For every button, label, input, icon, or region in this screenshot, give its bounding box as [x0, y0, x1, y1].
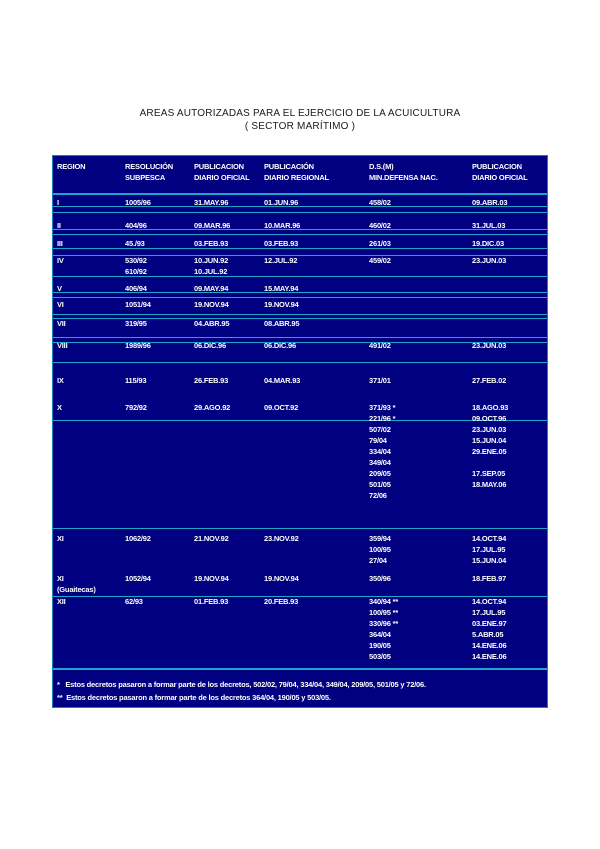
table-cell: 19.NOV.94	[264, 574, 299, 583]
table-cell: 12.JUL.92	[264, 256, 298, 265]
region-cell: I	[57, 198, 59, 207]
table-cell: 350/96	[369, 574, 391, 583]
table-cell: 459/02	[369, 256, 391, 265]
table-cell: 23.NOV.92	[264, 534, 299, 543]
table-cell: 491/02	[369, 341, 391, 350]
table-cell: 14.OCT.94 17.JUL.95 15.JUN.04	[472, 534, 507, 565]
table-cell: 319/95	[125, 319, 147, 328]
table-cell: 06.DIC.96	[194, 341, 226, 350]
table-cell: 406/94	[125, 284, 147, 293]
table-cell: 04.ABR.95	[194, 319, 230, 328]
table-rule	[53, 314, 547, 315]
region-cell: IV	[57, 256, 64, 265]
table-cell: 404/96	[125, 221, 147, 230]
table-cell: 09.MAR.96	[194, 221, 231, 230]
region-cell: VIII	[57, 341, 68, 350]
column-header: PUBLICACIÓN DIARIO REGIONAL	[264, 162, 329, 182]
region-cell: VI	[57, 300, 64, 309]
table-cell: 10.JUN.92 10.JUL.92	[194, 256, 229, 276]
table-cell: 62/93	[125, 597, 143, 606]
table-cell: 1062/92	[125, 534, 151, 543]
table-cell: 03.FEB.93	[264, 239, 299, 248]
table-cell: 03.FEB.93	[194, 239, 229, 248]
column-header: RESOLUCIÓN SUBPESCA	[125, 162, 174, 182]
table-cell: 10.MAR.96	[264, 221, 301, 230]
table-cell: 359/94 100/95 27/04	[369, 534, 391, 565]
region-cell: VII	[57, 319, 66, 328]
table-cell: 08.ABR.95	[264, 319, 300, 328]
areas-table	[52, 155, 548, 708]
column-header: D.S.(M) MIN.DEFENSA NAC.	[369, 162, 438, 182]
table-cell: 1989/96	[125, 341, 151, 350]
table-cell: 09.MAY.94	[194, 284, 229, 293]
table-cell: 26.FEB.93	[194, 376, 229, 385]
table-cell: 261/03	[369, 239, 391, 248]
table-cell: 19.DIC.03	[472, 239, 504, 248]
page-title: AREAS AUTORIZADAS PARA EL EJERCICIO DE LA ACUICULTURA	[139, 108, 461, 119]
table-cell: 23.JUN.03	[472, 341, 507, 350]
table-cell: 115/93	[125, 376, 147, 385]
table-cell: 1052/94	[125, 574, 151, 583]
table-cell: 371/01	[369, 376, 391, 385]
table-cell: 340/94 ** 100/95 ** 330/96 ** 364/04 190/05 503/05	[369, 597, 399, 661]
table-cell: 1051/94	[125, 300, 151, 309]
table-rule	[53, 212, 547, 213]
table-cell: 792/92	[125, 403, 147, 412]
footnote: * Estos decretos pasaron a formar parte de los decretos, 502/02, 79/04, 334/04, 349/04, 209/05, 501/05 y 72/06.	[57, 680, 426, 689]
region-cell: XI	[57, 534, 64, 543]
table-cell: 23.JUN.03	[472, 256, 507, 265]
table-rule	[53, 297, 547, 298]
region-cell: IX	[57, 376, 64, 385]
table-cell: 09.ABR.03	[472, 198, 508, 207]
region-cell: V	[57, 284, 62, 293]
region-cell: XI (Guaitecas)	[57, 574, 96, 594]
table-cell: 530/92 610/92	[125, 256, 147, 276]
table-rule	[53, 337, 547, 338]
table-rule	[53, 234, 547, 235]
region-cell: X	[57, 403, 62, 412]
table-cell: 18.FEB.97	[472, 574, 507, 583]
table-rule	[53, 362, 547, 363]
table-cell: 09.OCT.92	[264, 403, 299, 412]
region-cell: XII	[57, 597, 66, 606]
table-cell: 1005/96	[125, 198, 151, 207]
table-cell: 19.NOV.94	[194, 574, 229, 583]
table-cell: 27.FEB.02	[472, 376, 507, 385]
table-cell: 20.FEB.93	[264, 597, 299, 606]
table-cell: 460/02	[369, 221, 391, 230]
footnote: ** Estos decretos pasaron a formar parte de los decretos 364/04, 190/05 y 503/05.	[57, 693, 331, 702]
table-cell: 19.NOV.94	[264, 300, 299, 309]
table-cell: 21.NOV.92	[194, 534, 229, 543]
table-rule	[53, 668, 547, 670]
table-cell: 458/02	[369, 198, 391, 207]
table-cell: 01.JUN.96	[264, 198, 299, 207]
column-header: PUBLICACION DIARIO OFICIAL	[472, 162, 528, 182]
column-header: REGION	[57, 162, 86, 171]
table-rule	[53, 193, 547, 195]
table-cell: 15.MAY.94	[264, 284, 299, 293]
table-cell: 31.JUL.03	[472, 221, 506, 230]
table-cell: 19.NOV.94	[194, 300, 229, 309]
table-cell: 01.FEB.93	[194, 597, 229, 606]
table-cell: 371/93 * 221/96 * 507/02 79/04 334/04 349/04 209/05 501/05 72/06	[369, 403, 396, 500]
table-cell: 29.AGO.92	[194, 403, 231, 412]
region-cell: II	[57, 221, 61, 230]
table-cell: 14.OCT.94 17.JUL.95 03.ENE.97 5.ABR.05 14.ENE.06 14.ENE.06	[472, 597, 507, 661]
column-header: PUBLICACION DIARIO OFICIAL	[194, 162, 250, 182]
table-cell: 31.MAY.96	[194, 198, 229, 207]
table-cell: 04.MAR.93	[264, 376, 301, 385]
page-subtitle: ( SECTOR MARÍTIMO )	[244, 121, 356, 132]
region-cell: III	[57, 239, 63, 248]
table-rule	[53, 528, 547, 529]
table-cell: 06.DIC.96	[264, 341, 296, 350]
table-cell: 45./93	[125, 239, 145, 248]
table-cell: 18.AGO.93 09.OCT.96 23.JUN.03 15.JUN.04 29.ENE.05 17.SEP.05 18.MAY.06	[472, 403, 509, 489]
